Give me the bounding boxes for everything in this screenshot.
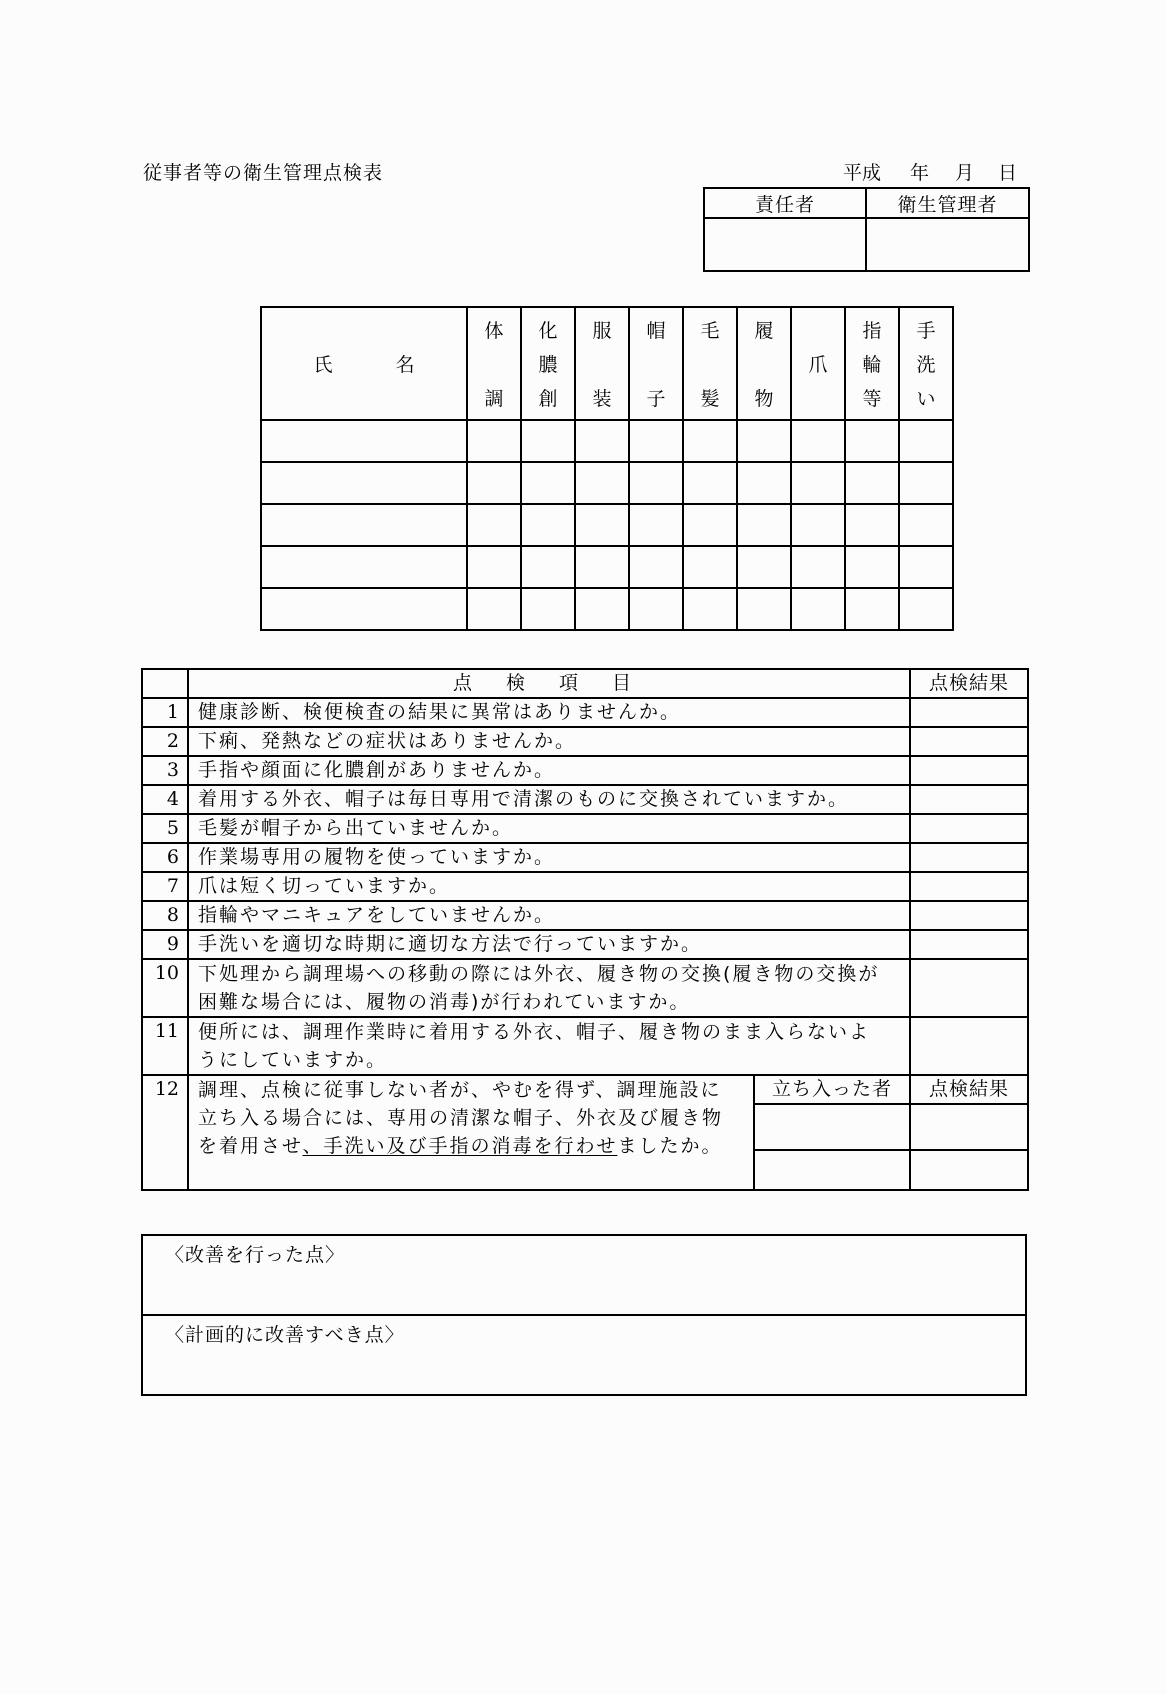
item-number: 12 — [142, 1075, 188, 1190]
checklist-row — [142, 959, 1028, 1017]
check-cell[interactable] — [467, 504, 521, 546]
responsible-person-seal-field[interactable] — [704, 218, 866, 271]
item-text-line: を着用させ、手洗い及び手指の消毒を行わせましたか。 — [198, 1135, 723, 1157]
check-cell[interactable] — [845, 420, 899, 462]
entered-person-field[interactable] — [754, 1104, 910, 1150]
check-cell[interactable] — [737, 420, 791, 462]
name-column-header: 氏 名 — [261, 307, 467, 420]
item-number: 5 — [142, 814, 188, 843]
item-text — [188, 1017, 910, 1075]
staff-check-table — [260, 306, 954, 631]
item-result-field[interactable] — [910, 901, 1028, 930]
item-number: 1 — [142, 698, 188, 727]
document-title: 従事者等の衛生管理点検表 — [143, 162, 384, 184]
item-result-field[interactable] — [910, 843, 1028, 872]
check-cell[interactable] — [791, 420, 845, 462]
item-text-line: 便所には、調理作業時に着用する外衣、帽子、履き物のまま入らないよ — [198, 1021, 871, 1043]
check-cell[interactable] — [683, 420, 737, 462]
column-header-handwashing: 手 洗 い — [899, 307, 953, 420]
item-text: 着用する外衣、帽子は毎日専用で清潔のものに交換されていますか。 — [188, 785, 910, 814]
check-cell[interactable] — [683, 546, 737, 588]
hygiene-manager-seal-field[interactable] — [866, 218, 1029, 271]
item-number: 10 — [142, 959, 188, 1017]
check-cell[interactable] — [629, 420, 683, 462]
checklist-row — [142, 1075, 1028, 1104]
check-cell[interactable] — [521, 420, 575, 462]
checklist-row — [142, 843, 1028, 872]
inspection-item-header: 点 検 項 目 — [188, 669, 910, 698]
item-text-line: 立ち入る場合には、専用の清潔な帽子、外衣及び履き物 — [198, 1107, 724, 1129]
checklist-header-row — [142, 669, 1028, 698]
column-header-clothing: 服 装 — [575, 307, 629, 420]
staff-name-field[interactable] — [261, 462, 467, 504]
underlined-text: 、手洗い及び手指の消毒を行わせ — [302, 1135, 618, 1157]
staff-name-field[interactable] — [261, 588, 467, 630]
check-cell[interactable] — [845, 588, 899, 630]
entered-result-field[interactable] — [910, 1104, 1028, 1150]
checklist-row — [142, 872, 1028, 901]
check-cell[interactable] — [521, 462, 575, 504]
check-cell[interactable] — [683, 588, 737, 630]
check-cell[interactable] — [629, 546, 683, 588]
check-cell[interactable] — [791, 462, 845, 504]
check-cell[interactable] — [899, 588, 953, 630]
checklist-row — [142, 930, 1028, 959]
column-header-festering-wound: 化 膿 創 — [521, 307, 575, 420]
check-cell[interactable] — [899, 504, 953, 546]
staff-name-field[interactable] — [261, 420, 467, 462]
check-cell[interactable] — [629, 462, 683, 504]
check-cell[interactable] — [791, 588, 845, 630]
item-text: 毛髪が帽子から出ていませんか。 — [188, 814, 910, 843]
column-header-hat: 帽 子 — [629, 307, 683, 420]
column-header-nails: 爪 — [791, 307, 845, 420]
improvements-done-label: 〈改善を行った点〉 — [165, 1244, 346, 1266]
staff-header-row — [261, 307, 953, 420]
checklist-row — [142, 785, 1028, 814]
checklist-row — [142, 727, 1028, 756]
hygiene-manager-header: 衛生管理者 — [866, 188, 1029, 218]
staff-name-field[interactable] — [261, 546, 467, 588]
column-header-physical-condition: 体 調 — [467, 307, 521, 420]
item-text: 爪は短く切っていますか。 — [188, 872, 910, 901]
check-cell[interactable] — [521, 546, 575, 588]
check-cell[interactable] — [899, 462, 953, 504]
item-number: 6 — [142, 843, 188, 872]
item-result-field[interactable] — [910, 959, 1028, 1017]
check-cell[interactable] — [737, 546, 791, 588]
staff-row — [261, 462, 953, 504]
check-cell[interactable] — [467, 588, 521, 630]
entered-result-field[interactable] — [910, 1150, 1028, 1190]
check-cell[interactable] — [683, 462, 737, 504]
date-month: 月 — [955, 162, 975, 184]
entered-person-field[interactable] — [754, 1150, 910, 1190]
checklist-row — [142, 698, 1028, 727]
item-number: 7 — [142, 872, 188, 901]
item-result-field[interactable] — [910, 930, 1028, 959]
check-cell[interactable] — [575, 420, 629, 462]
item-number: 11 — [142, 1017, 188, 1075]
check-cell[interactable] — [791, 504, 845, 546]
check-cell[interactable] — [629, 588, 683, 630]
entered-person-header: 立ち入った者 — [754, 1075, 910, 1104]
check-cell[interactable] — [575, 504, 629, 546]
check-cell[interactable] — [845, 546, 899, 588]
staff-name-field[interactable] — [261, 504, 467, 546]
staff-row — [261, 588, 953, 630]
check-cell[interactable] — [899, 420, 953, 462]
check-cell[interactable] — [575, 588, 629, 630]
staff-row — [261, 546, 953, 588]
inspection-checklist-table — [141, 668, 1029, 1191]
item-text: 下痢、発熱などの症状はありませんか。 — [188, 727, 910, 756]
checklist-row — [142, 756, 1028, 785]
column-header-rings: 指 輪 等 — [845, 307, 899, 420]
check-cell[interactable] — [467, 420, 521, 462]
date-year: 年 — [910, 162, 930, 184]
item-number: 8 — [142, 901, 188, 930]
item-text: 手洗いを適切な時期に適切な方法で行っていますか。 — [188, 930, 910, 959]
checklist-row — [142, 901, 1028, 930]
check-cell[interactable] — [575, 546, 629, 588]
checklist-row — [142, 1017, 1028, 1075]
date-era: 平成 — [843, 162, 882, 184]
staff-row — [261, 504, 953, 546]
number-column-header — [142, 669, 188, 698]
check-cell[interactable] — [467, 462, 521, 504]
item-result-field[interactable] — [910, 698, 1028, 727]
staff-row — [261, 420, 953, 462]
item-result-field[interactable] — [910, 727, 1028, 756]
check-cell[interactable] — [683, 504, 737, 546]
check-cell[interactable] — [845, 462, 899, 504]
item-result-field[interactable] — [910, 785, 1028, 814]
item-number: 9 — [142, 930, 188, 959]
item-result-field[interactable] — [910, 872, 1028, 901]
check-cell[interactable] — [737, 462, 791, 504]
item-text: 指輪やマニキュアをしていませんか。 — [188, 901, 910, 930]
entered-result-header: 点検結果 — [910, 1075, 1028, 1104]
responsible-person-header: 責任者 — [704, 188, 866, 218]
item-result-field[interactable] — [910, 1017, 1028, 1075]
check-cell[interactable] — [899, 546, 953, 588]
signature-table — [703, 187, 1030, 272]
improvements-done-field[interactable] — [142, 1235, 1026, 1315]
item-result-field[interactable] — [910, 756, 1028, 785]
check-cell[interactable] — [791, 546, 845, 588]
check-cell[interactable] — [521, 588, 575, 630]
check-cell[interactable] — [575, 462, 629, 504]
column-header-footwear: 履 物 — [737, 307, 791, 420]
item-text — [188, 959, 910, 1017]
check-cell[interactable] — [467, 546, 521, 588]
check-cell[interactable] — [521, 504, 575, 546]
improvements-planned-label: 〈計画的に改善すべき点〉 — [165, 1324, 405, 1346]
item-text-line: うにしていますか。 — [198, 1049, 388, 1071]
item-text: 作業場専用の履物を使っていますか。 — [188, 843, 910, 872]
column-header-hair: 毛 髪 — [683, 307, 737, 420]
item-number: 2 — [142, 727, 188, 756]
inspection-result-header: 点検結果 — [910, 669, 1028, 698]
date-day: 日 — [998, 162, 1018, 184]
item-text: 健康診断、検便検査の結果に異常はありませんか。 — [188, 698, 910, 727]
check-cell[interactable] — [737, 504, 791, 546]
item-text: 手指や顔面に化膿創がありませんか。 — [188, 756, 910, 785]
item-text-line: 下処理から調理場への移動の際には外衣、履き物の交換(履き物の交換が — [198, 963, 880, 985]
check-cell[interactable] — [737, 588, 791, 630]
check-cell[interactable] — [629, 504, 683, 546]
item-text — [188, 1075, 754, 1190]
item-text-line: 困難な場合には、履物の消毒)が行われていますか。 — [198, 991, 691, 1013]
improvements-table — [141, 1234, 1027, 1396]
check-cell[interactable] — [845, 504, 899, 546]
checklist-row — [142, 814, 1028, 843]
item-number: 4 — [142, 785, 188, 814]
improvements-planned-field[interactable] — [142, 1315, 1026, 1395]
item-number: 3 — [142, 756, 188, 785]
item-text-line: 調理、点検に従事しない者が、やむを得ず、調理施設に — [198, 1079, 722, 1101]
item-result-field[interactable] — [910, 814, 1028, 843]
